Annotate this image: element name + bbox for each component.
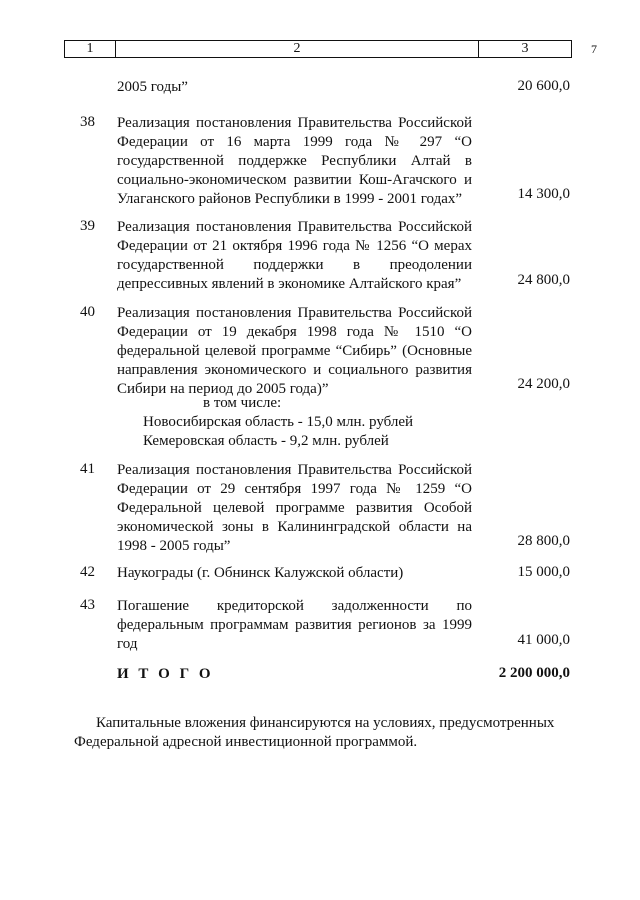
row-number: 38 — [80, 114, 95, 130]
column-header-1: 1 — [65, 41, 116, 57]
sub-heading: в том числе: — [203, 395, 282, 411]
row-number: 39 — [80, 218, 95, 234]
sub-item: Новосибирская область - 15,0 млн. рублей — [143, 414, 414, 430]
row-description — [117, 114, 472, 209]
page-number: 7 — [591, 42, 597, 56]
footer-line: Федеральной адресной инвестиционной программой. — [74, 734, 418, 750]
table-row-text-line: Реализация постановления Правительства Российской — [117, 219, 472, 235]
table-row-text-line: федеральной целевой программе “Сибирь” (Основные — [117, 343, 472, 359]
table-row-text-line: год — [117, 636, 138, 652]
table-row-text-line: социально-экономическом развитии Кош-Агачского и — [117, 172, 472, 188]
footer-line: Капитальные вложения финансируются на условиях, предусмотренных — [96, 715, 555, 731]
table-row-text-line: 2005 годы” — [117, 79, 188, 95]
row-amount: 28 800,0 — [517, 533, 570, 549]
row-amount: 14 300,0 — [517, 186, 570, 202]
column-header-2: 2 — [116, 41, 479, 57]
row-amount: 15 000,0 — [517, 564, 570, 580]
table-row-text-line: Реализация постановления Правительства Российской — [117, 462, 472, 478]
footer-note — [74, 714, 574, 752]
row-amount: 24 200,0 — [517, 376, 570, 392]
table-row-text-line: Федерации от 19 декабря 1998 года № 1510 “О — [117, 324, 472, 340]
continuation-amount: 20 600,0 — [517, 78, 570, 94]
row-description — [117, 304, 472, 399]
table-row-text-line: Федерации от 16 марта 1999 года № 297 “О — [117, 134, 472, 150]
row-description — [117, 597, 472, 654]
row-subitems — [117, 394, 472, 451]
table-row-text-line: направления экономического и социального развития — [117, 362, 472, 378]
row-description — [117, 461, 472, 556]
table-row-text-line: 1998 - 2005 годы” — [117, 538, 231, 554]
column-header-row — [64, 40, 572, 58]
table-row-text-line: Сибири на период до 2005 года)” — [117, 381, 329, 397]
row-description — [117, 218, 472, 294]
table-row-text-line: Улаганского районов Республики в 1999 - 2001 годах” — [117, 191, 463, 207]
total-label: И Т О Г О — [117, 666, 214, 682]
row-amount: 24 800,0 — [517, 272, 570, 288]
table-row-text-line: государственной поддержке Республики Алтай в — [117, 153, 472, 169]
table-row-text-line: Федерации от 21 октября 1996 года № 1256 “О мерах — [117, 238, 472, 254]
row-number: 40 — [80, 304, 95, 320]
row-number: 42 — [80, 564, 95, 580]
table-row-text-line: Федеральной целевой программе развития Особой — [117, 500, 472, 516]
table-row-text-line: Наукограды (г. Обнинск Калужской области) — [117, 565, 404, 581]
table-row-text-line: Погашение кредиторской задолженности по — [117, 598, 472, 614]
table-row-text-line: Федерации от 29 сентября 1997 года № 1259 “О — [117, 481, 472, 497]
row-number: 41 — [80, 461, 95, 477]
table-row-text-line: Реализация постановления Правительства Российской — [117, 115, 472, 131]
table-row-text-line: экономической зоны в Калининградской области на — [117, 519, 472, 535]
table-row-text-line: депрессивных явлений в экономике Алтайского края” — [117, 276, 462, 292]
table-row-text-line: федеральным программам развития регионов за 1999 — [117, 617, 472, 633]
continuation-text — [117, 78, 472, 97]
table-row-text-line: государственной поддержки в преодолении — [117, 257, 472, 273]
row-number: 43 — [80, 597, 95, 613]
table-row-text-line: Реализация постановления Правительства Российской — [117, 305, 472, 321]
row-description — [117, 564, 472, 583]
row-amount: 41 000,0 — [517, 632, 570, 648]
column-header-3: 3 — [521, 41, 529, 56]
sub-item: Кемеровская область - 9,2 млн. рублей — [143, 433, 389, 449]
total-amount: 2 200 000,0 — [498, 665, 570, 681]
